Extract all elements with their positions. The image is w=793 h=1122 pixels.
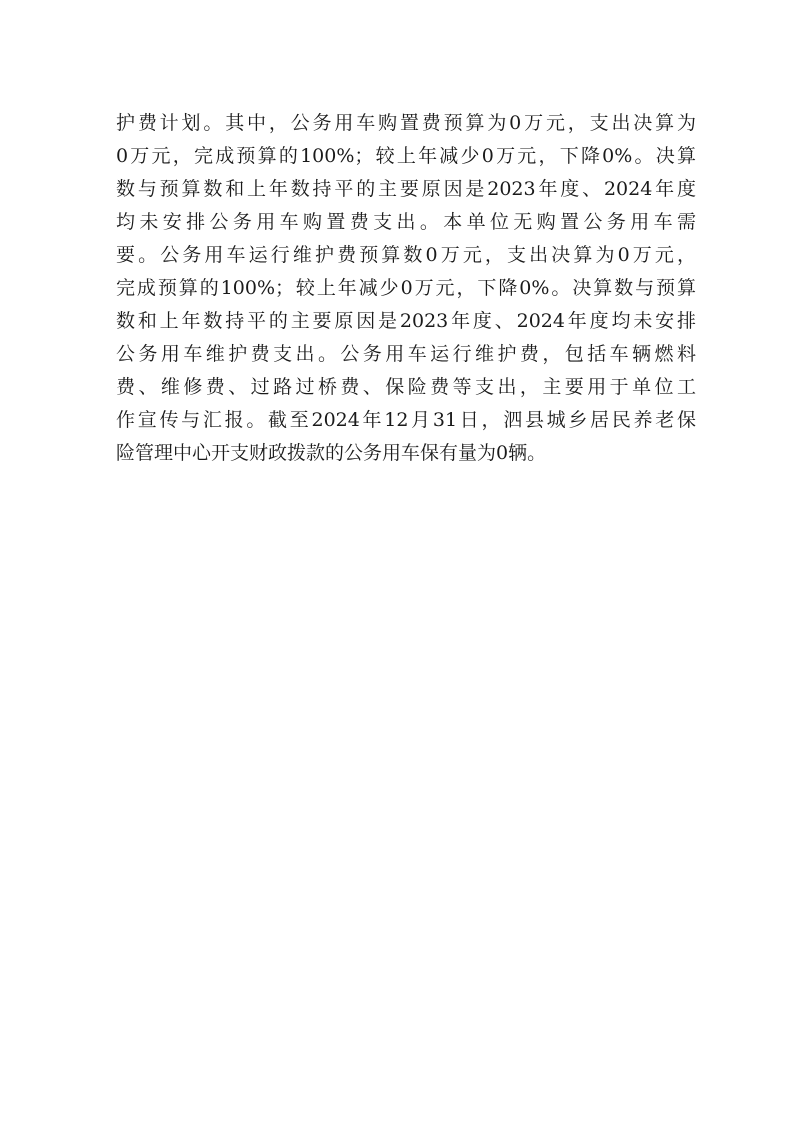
body-paragraph bbox=[116, 107, 696, 470]
paragraph-line: 护费计划。其中，公务用车购置费预算为0万元，支出决算为 bbox=[116, 112, 696, 134]
paragraph-line: 作宣传与汇报。截至2024年12月31日，泗县城乡居民养老保 bbox=[116, 409, 696, 431]
paragraph-line: 数和上年数持平的主要原因是2023年度、2024年度均未安排 bbox=[116, 310, 696, 332]
paragraph-line: 完成预算的100%；较上年减少0万元，下降0%。决算数与预算 bbox=[116, 277, 696, 299]
paragraph-line: 均未安排公务用车购置费支出。本单位无购置公务用车需 bbox=[116, 211, 696, 233]
paragraph-line: 险管理中心开支财政拨款的公务用车保有量为0辆。 bbox=[116, 442, 547, 464]
paragraph-line: 0万元，完成预算的100%；较上年减少0万元，下降0%。决算 bbox=[116, 145, 696, 167]
paragraph-line: 费、维修费、过路过桥费、保险费等支出，主要用于单位工 bbox=[116, 376, 696, 398]
paragraph-line: 要。公务用车运行维护费预算数0万元，支出决算为0万元， bbox=[116, 244, 696, 266]
paragraph-line: 公务用车维护费支出。公务用车运行维护费，包括车辆燃料 bbox=[116, 343, 696, 365]
paragraph-line: 数与预算数和上年数持平的主要原因是2023年度、2024年度 bbox=[116, 178, 696, 200]
